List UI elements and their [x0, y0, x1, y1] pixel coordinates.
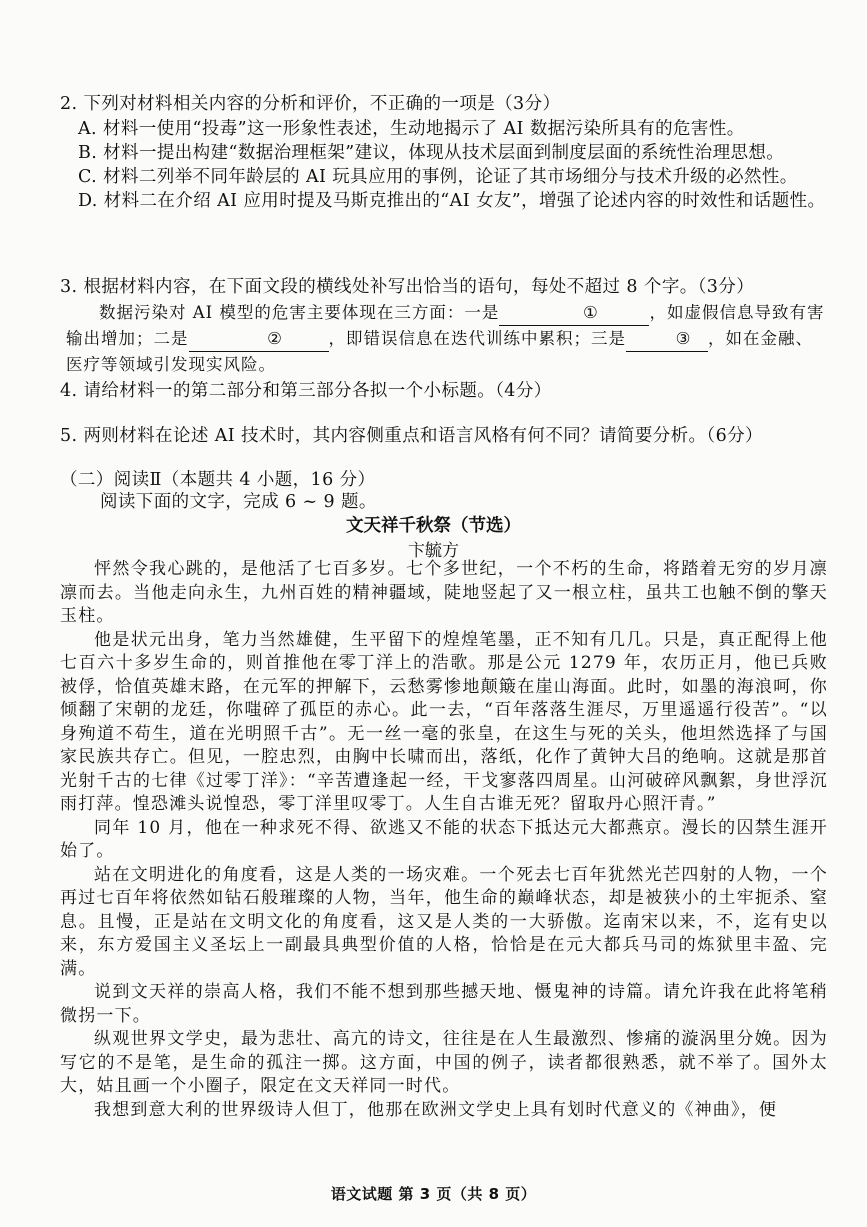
article-paragraph: 怦然令我心跳的，是他活了七百多岁。七个多世纪，一个不朽的生命，将踏着无穷的岁月凛凛而去。当他走向永生，九州百姓的精神疆域，陡地竖起了又一根立柱，虽共工也触不倒的擎天玉柱。 — [60, 559, 828, 626]
article-body — [60, 558, 828, 1122]
article-paragraph: 他是状元出身，笔力当然雄健，生平留下的煌煌笔墨，正不知有几几。只是，真正配得上他七百六十多岁生命的，则首推他在零丁洋上的浩歌。那是公元 1279 年，农历正月，他已兵败被俘，恰值英雄末路，在元军的押解下，云愁雾惨地颠簸在崖山海面。此时，如墨的海浪呵，你倾翻了宋朝的龙廷，你嗤碎了孤臣的赤心。此一去，“百年落落生涯尽，万里遥遥行役苦”。“以身殉道不苟生，道在光明照千古”。无一丝一毫的张皇，在这生与死的关头，他坦然选择了与国家民族共存亡。但见，一腔忠烈，由胸中长啸而出，落纸，化作了黄钟大吕的绝响。这就是那首光射千古的七律《过零丁洋》：“辛苦遭逢起一经，干戈寥落四周星。山河破碎风飘絮，身世浮沉雨打萍。惶恐滩头说惶恐，零丁洋里叹零丁。人生自古谁无死？留取丹心照汗青。” — [60, 629, 828, 814]
option-a: A. 材料一使用“投毒”这一形象性表述，生动地揭示了 AI 数据污染所具有的危害性。 — [78, 119, 745, 139]
q3-text-part3: ，即错误信息在迭代训练中累积；三是 — [328, 329, 626, 348]
blank-2[interactable]: ② — [189, 326, 329, 352]
page-footer: 语文试题 第 3 页（共 8 页） — [330, 1185, 537, 1203]
q3-text-part1: 数据污染对 AI 模型的危害主要体现在三方面：一是 — [99, 303, 500, 322]
article-paragraph: 站在文明进化的角度看，这是人类的一场灾难。一个死去七百年犹然光芒四射的人物，一个再过七百年将依然如钻石般璀璨的人物，当年，他生命的巅峰状态，却是被狭小的土牢扼杀、窒息。且慢，正是站在文明文化的角度看，这又是人类的一大骄傲。迄南宋以来，不，迄有史以来，东方爱国主义圣坛上一副最具典型价值的人格，恰恰是在元大都兵马司的炼狱里丰盈、完满。 — [60, 864, 828, 979]
article-paragraph: 说到文天祥的崇高人格，我们不能不想到那些撼天地、慑鬼神的诗篇。请允许我在此将笔稍微拐一下。 — [60, 982, 828, 1026]
article-paragraph: 纵观世界文学史，最为悲壮、高亢的诗文，往往是在人生最激烈、惨痛的漩涡里分娩。因为写它的不是笔，是生命的孤注一掷。这方面，中国的例子，读者都很熟悉，就不举了。国外太大，姑且画一个小圈子，限定在文天祥同一时代。 — [60, 1029, 828, 1096]
question-3-stem: 3. 根据材料内容，在下面文段的横线处补写出恰当的语句，每处不超过 8 个字。（3分） — [60, 277, 755, 297]
question-4: 4. 请给材料一的第二部分和第三部分各拟一个小标题。（4分） — [60, 381, 552, 401]
option-b: B. 材料一提出构建“数据治理框架”建议，体现从技术层面到制度层面的系统性治理思想。 — [78, 143, 785, 163]
section-instruction: 阅读下面的文字，完成 6 ~ 9 题。 — [100, 492, 377, 512]
option-c: C. 材料二列举不同年龄层的 AI 玩具应用的事例，论证了其市场细分与技术升级的必然性。 — [78, 167, 798, 187]
question-3-passage — [66, 300, 828, 377]
article-title: 文天祥千秋祭（节选） — [346, 516, 521, 536]
question-2-stem: 2. 下列对材料相关内容的分析和评价，不正确的一项是（3分） — [60, 94, 561, 114]
blank-1[interactable]: ① — [499, 300, 649, 326]
option-d: D. 材料二在介绍 AI 应用时提及马斯克推出的“AI 女友”，增强了论述内容的时效性和话题性。 — [78, 191, 826, 211]
question-5: 5. 两则材料在论述 AI 技术时，其内容侧重点和语言风格有何不同？请简要分析。（6分） — [60, 426, 763, 446]
section-heading: （二）阅读Ⅱ（本题共 4 小题，16 分） — [60, 470, 376, 490]
blank-3[interactable]: ③ — [626, 326, 708, 352]
q3-text-part2: ，如虚假信息导致有害输出增加；二是 — [66, 303, 825, 348]
article-author: 卞毓方 — [408, 541, 459, 561]
article-paragraph: 我想到意大利的世界级诗人但丁，他那在欧洲文学史上具有划时代意义的《神曲》，便 — [94, 1099, 778, 1120]
article-paragraph: 同年 10 月，他在一种求死不得、欲逃又不能的状态下抵达元大都燕京。漫长的囚禁生涯开始了。 — [60, 817, 828, 861]
q3-text-part4: ，如在金融、医疗等领域引发现实风险。 — [66, 329, 813, 374]
question-2-options — [78, 117, 830, 213]
